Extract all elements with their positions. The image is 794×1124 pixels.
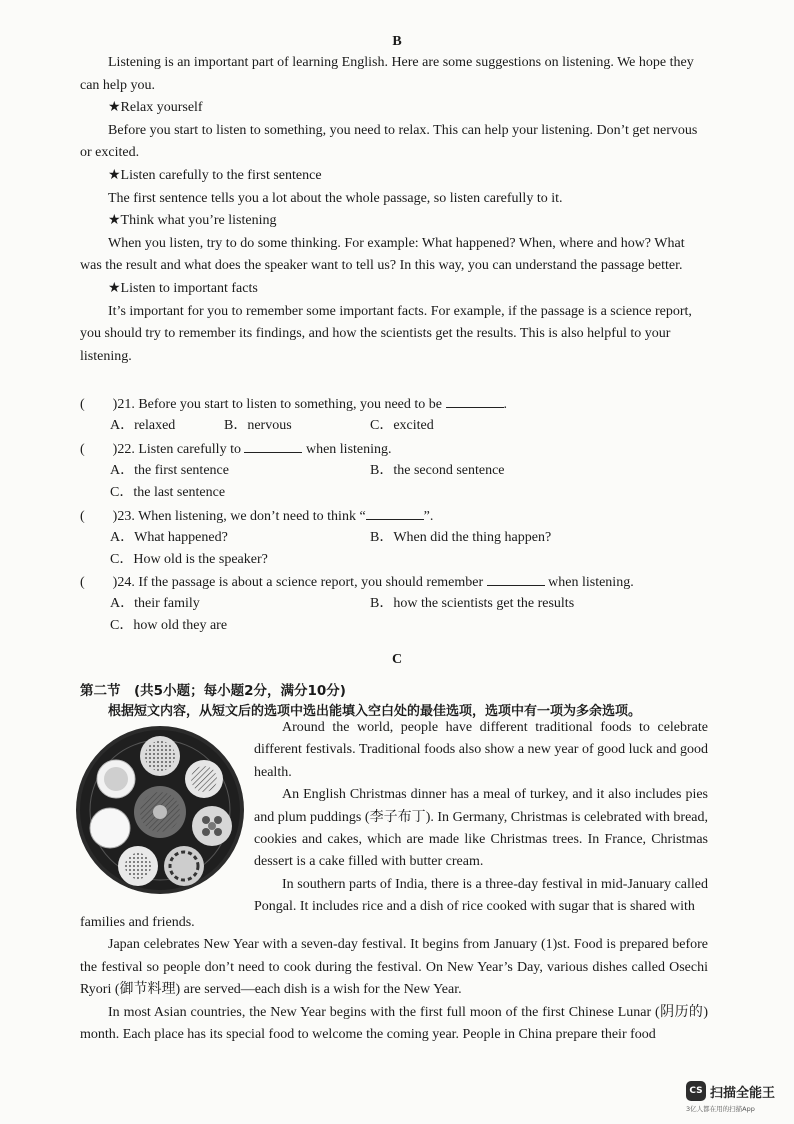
scanner-watermark	[686, 1081, 782, 1115]
tip-body: When you listen, try to do some thinking. For example: What happened? When, where and how? What was the result and what does the speaker want to tell us? In this way, you can understand the passage better.	[80, 235, 685, 274]
festival-food-image	[72, 724, 248, 896]
question-stem: Listen carefully to	[138, 442, 241, 457]
tip-body: It’s important for you to remember some important facts. For example, if the passage is a science report, you should try to remember its findings, and how the scientists get the results. This is also helpful to your listening.	[80, 303, 692, 364]
question-number: ( )21.	[80, 397, 135, 412]
option-b[interactable]: B．nervous	[224, 418, 292, 433]
question-stem: When listening, we don’t need to think “	[138, 509, 366, 524]
watermark-tagline: 3亿人都在用的扫描App	[686, 1105, 755, 1113]
question-21	[80, 393, 507, 416]
paragraph-3-end: families and friends.	[80, 915, 195, 930]
watermark-name: 扫描全能王	[710, 1086, 776, 1101]
question-number: ( )23.	[80, 509, 135, 524]
option-a[interactable]: A．What happened?	[110, 530, 228, 545]
question-23	[80, 505, 433, 528]
tip-title: ★Relax yourself	[108, 100, 203, 116]
passage-intro: Listening is an important part of learning English. Here are some suggestions on listening. We hope they can help you.	[80, 55, 694, 93]
answer-blank[interactable]	[244, 438, 302, 453]
section-b-heading: B	[392, 34, 402, 49]
option-a[interactable]: A．relaxed	[110, 418, 176, 433]
question-stem-end: when listening.	[305, 442, 392, 457]
question-stem-end: ”.	[423, 509, 434, 524]
tip-body: The first sentence tells you a lot about the whole passage, so listen carefully to it.	[108, 190, 563, 206]
question-stem: Before you start to listen to something, you need to be	[138, 397, 442, 412]
question-stem: If the passage is about a science report, you should remember	[138, 575, 484, 590]
option-c[interactable]: C．how old they are	[110, 618, 228, 633]
option-c[interactable]: C．How old is the speaker?	[110, 552, 268, 567]
answer-blank[interactable]	[446, 393, 504, 408]
tip-body: Before you start to listen to something, you need to relax. This can help your listening. Don’t get nervous or excited.	[80, 122, 698, 161]
paragraph-2: An English Christmas dinner has a meal of turkey, and it also includes pies and plum puddings (李子布丁). In Germany, Christmas is celebrated with bread, cookies and cakes, which are made like Christmas trees. In France, Christmas dessert is a cake filled with butter cream.	[254, 787, 708, 870]
question-stem-end: when listening.	[548, 575, 634, 590]
option-a[interactable]: A．the first sentence	[110, 463, 229, 478]
tip-title: ★Listen to important facts	[108, 280, 258, 296]
section-b-passage	[80, 52, 708, 368]
option-c[interactable]: C．the last sentence	[110, 485, 226, 500]
option-b[interactable]: B．how the scientists get the results	[370, 596, 575, 611]
question-number: ( )24.	[80, 575, 135, 590]
question-number: ( )22.	[80, 442, 135, 457]
paragraph-1: Around the world, people have different traditional foods to celebrate different festivals. Traditional foods also show a new year of good luck and good health.	[254, 720, 708, 780]
question-24	[80, 571, 634, 594]
section-title: 第二节 (共5小题；每小题2分，满分10分)	[80, 683, 346, 699]
food-platter-illustration	[72, 724, 248, 896]
paragraph-3: In southern parts of India, there is a three-day festival in mid-January called Pongal. It includes rice and a dish of rice cooked with sugar that is shared with	[254, 876, 708, 915]
section-c-heading: C	[391, 652, 403, 667]
option-a[interactable]: A．their family	[110, 596, 200, 611]
paragraph-5: In most Asian countries, the New Year begins with the first full moon of the first Chinese Lunar (阴历的) month. Each place has its special food to welcome the coming year. People in China prepare their food	[80, 1004, 708, 1043]
camscanner-logo-icon: CS	[686, 1081, 706, 1101]
passage-c-full	[80, 912, 708, 1046]
option-b[interactable]: B．the second sentence	[370, 463, 505, 478]
section-instruction: 根据短文内容，从短文后的选项中选出能填入空白处的最佳选项，选项中有一项为多余选项。	[108, 704, 642, 719]
answer-blank[interactable]	[487, 571, 545, 586]
question-stem-end: .	[503, 397, 507, 412]
option-b[interactable]: B．When did the thing happen?	[370, 530, 552, 545]
option-c[interactable]: C．excited	[370, 418, 434, 433]
passage-c-right	[254, 717, 708, 919]
question-22	[80, 438, 392, 461]
tip-title: ★Think what you’re listening	[108, 213, 277, 229]
paragraph-4: Japan celebrates New Year with a seven-day festival. It begins from January (1)st. Food is prepared before the festival so people don’t need to cook during the festival. On New Year’s Day, various dishes called Osechi Ryori (御节料理) are served—each dish is a wish for the New Year.	[80, 937, 708, 998]
tip-title: ★Listen carefully to the first sentence	[108, 167, 322, 183]
answer-blank[interactable]	[366, 505, 424, 520]
